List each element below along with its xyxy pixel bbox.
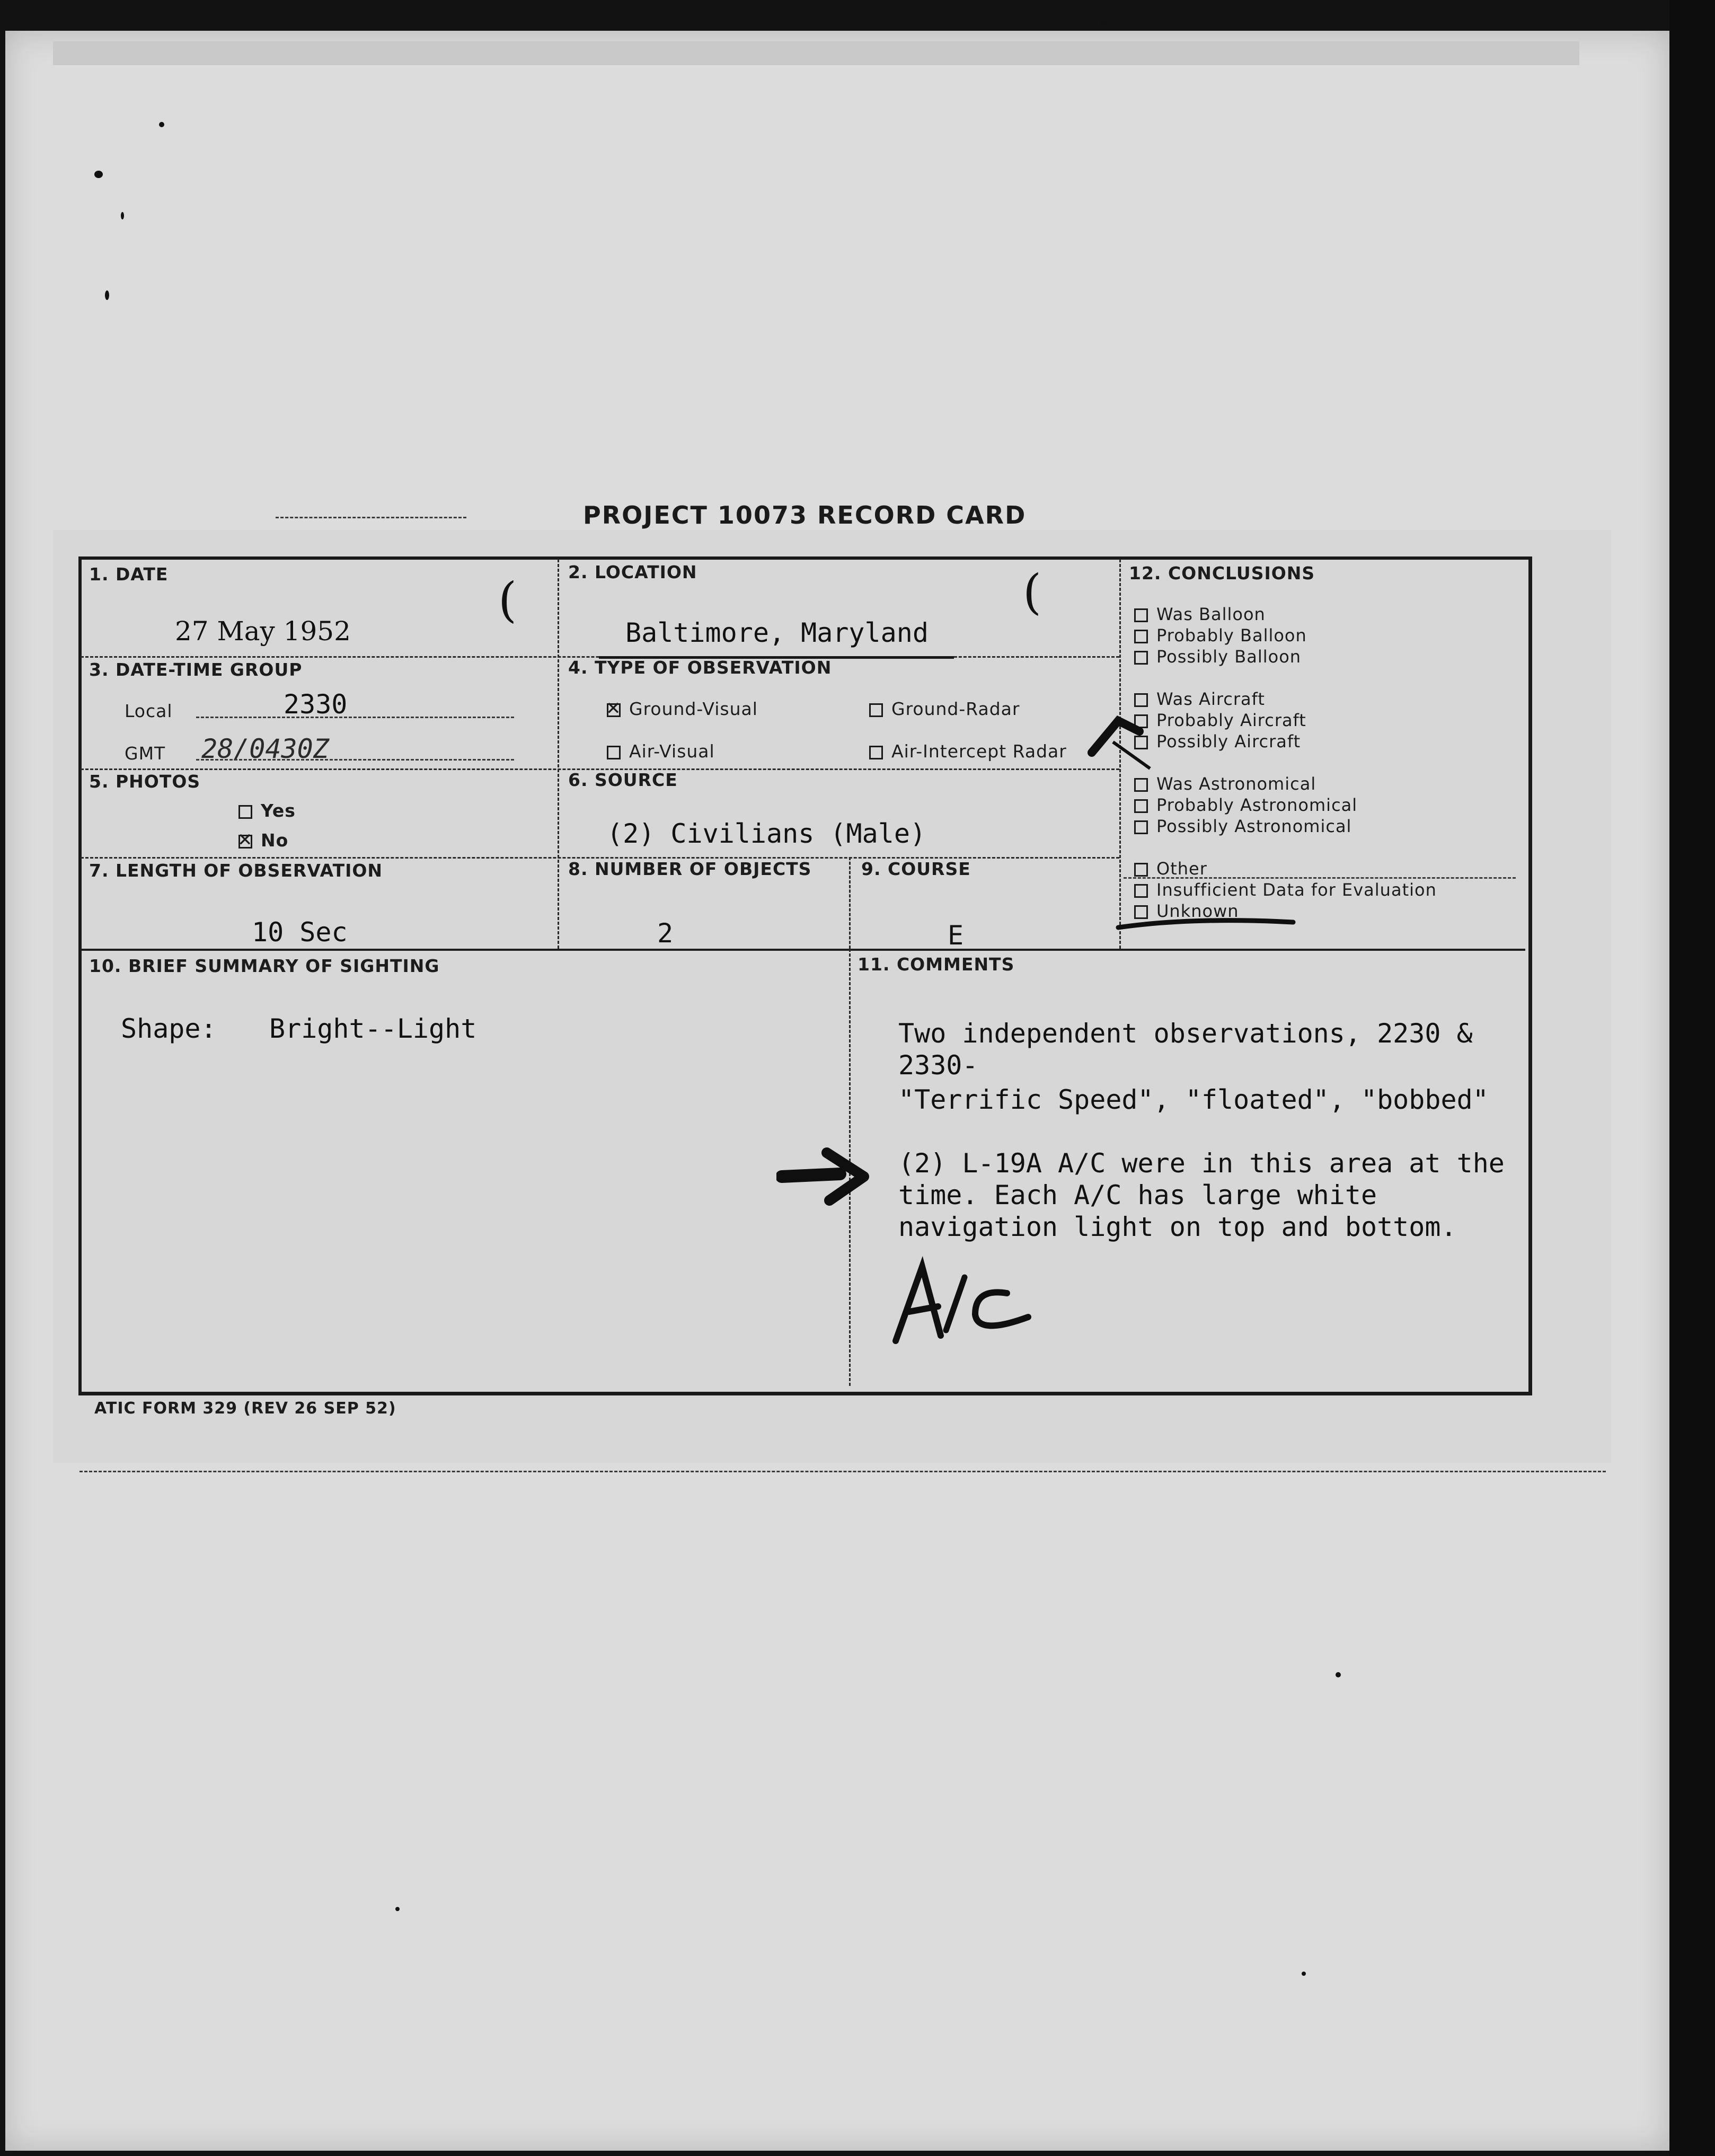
dust-speck xyxy=(121,212,124,219)
card-bottom-rule xyxy=(79,1471,1606,1472)
option-yes: Yes xyxy=(238,800,296,821)
comment-line: "Terrific Speed", "floated", "bobbed" xyxy=(898,1084,1489,1115)
card-title: PROJECT 10073 RECORD CARD xyxy=(583,501,1027,529)
checkbox-icon xyxy=(1134,608,1148,622)
paren-mark: ( xyxy=(1023,564,1042,620)
dust-speck xyxy=(1100,20,1106,26)
conclusion-option: Probably Astronomical xyxy=(1134,795,1357,815)
local-value: 2330 xyxy=(284,689,348,720)
comment-line: 2330- xyxy=(898,1050,978,1081)
checkbox-icon xyxy=(1134,863,1148,877)
shape-label: Shape: xyxy=(121,1013,217,1044)
checkbox-icon xyxy=(1134,820,1148,834)
conclusions-label: 12. CONCLUSIONS xyxy=(1129,563,1315,584)
comments-label: 11. COMMENTS xyxy=(858,954,1015,975)
local-line xyxy=(196,717,514,718)
checkbox-icon xyxy=(607,746,621,759)
underline-scribble xyxy=(1113,912,1304,938)
length-label: 7. LENGTH OF OBSERVATION xyxy=(89,860,383,881)
conclusion-option: Possibly Aircraft xyxy=(1134,731,1301,752)
checkbox-icon xyxy=(869,703,883,717)
conclusion-option: Was Astronomical xyxy=(1134,774,1316,794)
checkbox-icon xyxy=(1134,778,1148,792)
dust-speck xyxy=(105,290,109,300)
type-of-observation-label: 4. TYPE OF OBSERVATION xyxy=(568,657,832,678)
comment-line: time. Each A/C has large white xyxy=(898,1180,1377,1210)
shape-value: Bright--Light xyxy=(269,1013,477,1044)
gmt-value: 28/0430Z xyxy=(201,734,329,764)
divider xyxy=(849,857,851,949)
date-value: 27 May 1952 xyxy=(175,616,351,647)
checkbox-icon xyxy=(1134,651,1148,665)
conclusion-option: Probably Aircraft xyxy=(1134,710,1306,730)
option-ground-radar: Ground-Radar xyxy=(869,699,1020,719)
checkbox-icon xyxy=(607,703,621,717)
scan-border xyxy=(1669,0,1715,2156)
conclusion-option: Other xyxy=(1134,859,1207,879)
course-label: 9. COURSE xyxy=(861,859,971,879)
conclusion-option: Was Balloon xyxy=(1134,604,1266,624)
divider xyxy=(81,949,1525,951)
hand-drawn-arrow-icon xyxy=(776,1145,872,1208)
conclusion-option: Possibly Balloon xyxy=(1134,647,1301,667)
divider xyxy=(558,559,559,949)
gmt-line xyxy=(196,759,514,761)
source-label: 6. SOURCE xyxy=(568,770,678,790)
option-air-intercept-radar: Air-Intercept Radar xyxy=(869,741,1067,762)
dust-speck xyxy=(1302,1972,1306,1976)
conclusion-option: Was Aircraft xyxy=(1134,689,1265,709)
date-label: 1. DATE xyxy=(89,564,169,585)
length-value: 10 Sec xyxy=(252,917,348,948)
dust-speck xyxy=(1336,1672,1341,1677)
conclusion-option: Possibly Astronomical xyxy=(1134,816,1351,836)
dust-speck xyxy=(395,1907,400,1911)
option-air-visual: Air-Visual xyxy=(607,741,715,762)
location-value: Baltimore, Maryland xyxy=(625,617,929,648)
dust-speck xyxy=(159,122,164,127)
date-time-group-label: 3. DATE-TIME GROUP xyxy=(89,659,303,680)
gmt-label: GMT xyxy=(125,743,166,764)
title-rule xyxy=(276,517,466,518)
handwritten-annotation xyxy=(890,1256,1039,1357)
paren-mark: ( xyxy=(498,572,517,628)
checkbox-icon xyxy=(869,746,883,759)
conclusion-option: Insufficient Data for Evaluation xyxy=(1134,880,1437,900)
check-mark-icon xyxy=(1081,700,1166,774)
course-value: E xyxy=(948,920,964,951)
summary-label: 10. BRIEF SUMMARY OF SIGHTING xyxy=(89,956,440,976)
conclusion-option: Unknown xyxy=(1134,901,1239,921)
option-ground-visual: ✕Ground-Visual xyxy=(607,699,758,719)
checkbox-icon xyxy=(238,835,252,849)
source-value: (2) Civilians (Male) xyxy=(607,818,926,849)
location-label: 2. LOCATION xyxy=(568,562,697,582)
number-of-objects-value: 2 xyxy=(657,918,674,949)
checkbox-icon xyxy=(1134,884,1148,898)
checkbox-icon xyxy=(1134,630,1148,643)
conclusion-option: Probably Balloon xyxy=(1134,625,1307,646)
form-footer: ATIC FORM 329 (REV 26 SEP 52) xyxy=(94,1399,396,1418)
comment-line: navigation light on top and bottom. xyxy=(898,1212,1457,1242)
option-no: ✕No xyxy=(238,830,288,851)
number-of-objects-label: 8. NUMBER OF OBJECTS xyxy=(568,859,812,879)
local-label: Local xyxy=(125,701,173,721)
paper-top-edge xyxy=(53,41,1579,65)
comment-line: (2) L-19A A/C were in this area at the xyxy=(898,1148,1505,1179)
checkbox-icon xyxy=(238,805,252,819)
dust-speck xyxy=(94,171,103,178)
photos-label: 5. PHOTOS xyxy=(89,771,201,792)
comment-line: Two independent observations, 2230 & xyxy=(898,1018,1473,1049)
checkbox-icon xyxy=(1134,799,1148,813)
